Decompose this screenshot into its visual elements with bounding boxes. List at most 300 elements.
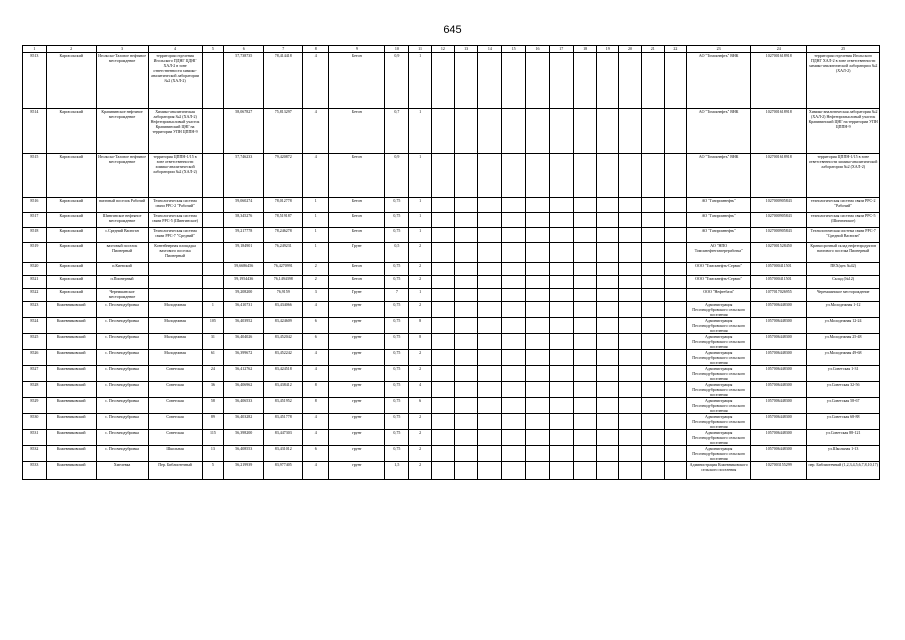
table-cell — [549, 263, 573, 276]
table-cell: 1 — [409, 154, 432, 198]
table-cell: 83,447303 — [264, 430, 303, 446]
table-cell: Бетон — [329, 276, 385, 289]
table-cell: Школьная — [148, 446, 202, 462]
column-header: 19 — [597, 46, 619, 53]
column-header: 12 — [431, 46, 454, 53]
table-cell — [641, 109, 664, 154]
table-cell — [478, 398, 502, 414]
table-cell: 0,9 — [385, 53, 409, 109]
table-cell — [641, 334, 664, 350]
table-cell: 8521 — [23, 276, 47, 289]
table-cell — [573, 263, 597, 276]
table-cell — [431, 243, 454, 263]
table-header — [23, 46, 880, 53]
table-cell — [148, 289, 202, 302]
table-cell: 4 — [303, 366, 329, 382]
table-cell — [641, 213, 664, 228]
table-cell — [641, 53, 664, 109]
table-cell — [526, 276, 550, 289]
table-cell — [641, 198, 664, 213]
table-cell — [478, 53, 502, 109]
table-cell: 76,1494398 — [264, 276, 303, 289]
table-row — [23, 334, 880, 350]
table-cell — [619, 366, 642, 382]
table-cell — [454, 350, 478, 366]
table-cell — [619, 198, 642, 213]
table-cell: ул.Советская 58-67 — [807, 398, 880, 414]
table-cell — [597, 414, 619, 430]
table-cell — [597, 446, 619, 462]
table-cell: 56,410731 — [224, 302, 264, 318]
table-cell: Администрация Песочнодубровского сельского поселения — [687, 302, 751, 318]
table-cell: Кожевниковский — [46, 382, 96, 398]
table-cell — [431, 302, 454, 318]
table-cell: 5 — [202, 462, 224, 480]
table-cell — [431, 198, 454, 213]
table-cell — [664, 302, 687, 318]
table-cell — [619, 414, 642, 430]
table-cell — [664, 430, 687, 446]
table-cell: 0,75 — [385, 228, 409, 243]
table-cell — [549, 302, 573, 318]
table-cell: 2 — [409, 462, 432, 480]
table-cell — [431, 213, 454, 228]
table-cell — [454, 53, 478, 109]
table-cell: 0,75 — [385, 334, 409, 350]
table-cell: с. Песочнодубровка — [96, 382, 148, 398]
table-cell — [664, 366, 687, 382]
table-cell: Советская — [148, 430, 202, 446]
table-cell: грунт — [329, 366, 385, 382]
table-cell: грунт — [329, 318, 385, 334]
table-cell — [641, 350, 664, 366]
table-cell: Бетон — [329, 109, 385, 154]
table-cell: 8531 — [23, 430, 47, 446]
table-cell — [641, 243, 664, 263]
table-cell: с. Песочнодубровка — [96, 446, 148, 462]
table-cell: ул.Молодежная 25-48 — [807, 334, 880, 350]
table-cell: Кожевниковский — [46, 302, 96, 318]
table-cell — [664, 446, 687, 462]
table-cell: 83,451778 — [264, 414, 303, 430]
table-cell: 8518 — [23, 228, 47, 243]
table-cell — [597, 53, 619, 109]
table-cell: 4 — [303, 109, 329, 154]
table-cell: Советская — [148, 382, 202, 398]
table-cell: 1027001528450 — [751, 243, 807, 263]
table-cell — [619, 289, 642, 302]
table-cell: Кожевниковский — [46, 318, 96, 334]
column-header: 4 — [148, 46, 202, 53]
table-cell: 76,9159 — [264, 289, 303, 302]
table-cell: Кожевниковский — [46, 430, 96, 446]
table-cell: 0,75 — [385, 213, 409, 228]
table-cell: 56,398200 — [224, 430, 264, 446]
table-cell — [549, 414, 573, 430]
table-cell: ул.Молодежная 49-68 — [807, 350, 880, 366]
table-cell — [431, 430, 454, 446]
table-cell: Каргасокский — [46, 243, 96, 263]
table-cell: ул.Молодежная 12-24 — [807, 318, 880, 334]
table-cell: 8520 — [23, 263, 47, 276]
table-cell — [454, 198, 478, 213]
table-cell: 56,219939 — [224, 462, 264, 480]
table-cell — [664, 289, 687, 302]
table-cell — [478, 318, 502, 334]
table-cell: 56,403952 — [224, 318, 264, 334]
table-cell: Кожевниковский — [46, 398, 96, 414]
table-cell: 1027000905843 — [751, 228, 807, 243]
table-cell — [597, 334, 619, 350]
table-cell: 83,434066 — [264, 302, 303, 318]
table-cell: 6 — [303, 334, 329, 350]
table-cell: п.Пионерный — [96, 276, 148, 289]
table-cell — [664, 350, 687, 366]
table-cell — [454, 276, 478, 289]
table-cell: грунт — [329, 302, 385, 318]
table-row — [23, 243, 880, 263]
table-cell — [597, 302, 619, 318]
table-body — [23, 53, 880, 480]
table-cell: 2 — [409, 414, 432, 430]
column-header: 22 — [664, 46, 687, 53]
table-cell: 8529 — [23, 398, 47, 414]
table-cell — [573, 276, 597, 289]
table-cell: грунт — [329, 350, 385, 366]
table-cell: Черемшанское месторождение — [807, 289, 880, 302]
column-header: 8 — [303, 46, 329, 53]
table-cell: 83,452242 — [264, 350, 303, 366]
table-cell — [431, 109, 454, 154]
table-cell — [573, 446, 597, 462]
column-header: 7 — [264, 46, 303, 53]
table-cell: 56,399672 — [224, 350, 264, 366]
table-cell: 78,012778 — [264, 198, 303, 213]
table-cell — [641, 263, 664, 276]
table-cell — [502, 263, 526, 276]
table-cell — [478, 462, 502, 480]
table-cell: 8523 — [23, 302, 47, 318]
table-cell — [526, 462, 550, 480]
table-cell — [619, 382, 642, 398]
table-cell: грунт — [329, 334, 385, 350]
table-cell — [526, 382, 550, 398]
table-cell — [573, 302, 597, 318]
table-cell — [549, 318, 573, 334]
table-cell — [526, 414, 550, 430]
table-cell: 8514 — [23, 109, 47, 154]
table-cell — [526, 263, 550, 276]
table-cell: 115 — [202, 430, 224, 446]
table-cell: 4 — [303, 414, 329, 430]
table-cell — [478, 334, 502, 350]
table-cell — [526, 154, 550, 198]
table-cell: с. Песочнодубровка — [96, 334, 148, 350]
table-cell: 8513 — [23, 53, 47, 109]
table-cell: ул.Школьная 1-13 — [807, 446, 880, 462]
table-cell — [526, 446, 550, 462]
table-cell — [502, 109, 526, 154]
table-cell: 58,345276 — [224, 213, 264, 228]
table-cell — [597, 228, 619, 243]
table-cell — [431, 414, 454, 430]
table-cell — [573, 198, 597, 213]
table-cell: 1027003155299 — [751, 462, 807, 480]
table-cell — [664, 276, 687, 289]
table-cell: 0,75 — [385, 430, 409, 446]
table-cell — [549, 53, 573, 109]
table-cell: 4 — [303, 350, 329, 366]
table-cell: 58,067827 — [224, 109, 264, 154]
table-cell: Химико-аналитическая лаборатория №2 (ХАЛ-2) Нефтепромысловый участок Крапивинский ЦНГ на территории УПН ЦППН-9 — [148, 109, 202, 154]
table-cell — [597, 430, 619, 446]
table-cell: Грунт — [329, 289, 385, 302]
table-cell: 0,75 — [385, 350, 409, 366]
table-cell: 75,813297 — [264, 109, 303, 154]
table-cell: 1077017026955 — [751, 289, 807, 302]
table-cell: 56,406962 — [224, 382, 264, 398]
table-cell: Каргасокский — [46, 109, 96, 154]
table-cell — [454, 228, 478, 243]
table-cell: с. Песочнодубровка — [96, 302, 148, 318]
table-cell — [526, 366, 550, 382]
table-cell: 1 — [409, 53, 432, 109]
column-header: 17 — [549, 46, 573, 53]
table-cell — [526, 243, 550, 263]
table-cell: Каргасокский — [46, 213, 96, 228]
table-cell — [431, 318, 454, 334]
table-cell — [431, 446, 454, 462]
table-cell: Администрация Песочнодубровского сельского поселения — [687, 318, 751, 334]
table-row — [23, 213, 880, 228]
table-cell: Администрация Песочнодубровского сельского поселения — [687, 446, 751, 462]
table-cell: Советская — [148, 398, 202, 414]
table-cell — [502, 350, 526, 366]
header-row — [23, 46, 880, 53]
table-cell — [641, 276, 664, 289]
table-cell — [573, 289, 597, 302]
table-cell: 83,431012 — [264, 446, 303, 462]
table-cell — [431, 462, 454, 480]
table-row — [23, 430, 880, 446]
table-row — [23, 198, 880, 213]
table-cell — [526, 289, 550, 302]
table-cell — [549, 430, 573, 446]
registry-table — [22, 45, 880, 480]
table-cell: 76,4270991 — [264, 263, 303, 276]
table-cell: с. Песочнодубровка — [96, 318, 148, 334]
table-cell — [478, 350, 502, 366]
table-cell: АО "Газпромнефть" — [687, 198, 751, 213]
table-cell: 0,75 — [385, 198, 409, 213]
table-cell: 56,406533 — [224, 398, 264, 414]
table-cell: 0,5 — [385, 243, 409, 263]
table-cell: 83,977405 — [264, 462, 303, 480]
table-cell — [454, 430, 478, 446]
table-cell: технологическая система связи РРС-5 (Шингинское) — [807, 213, 880, 228]
table-cell: Хмелевка — [96, 462, 148, 480]
table-cell — [202, 228, 224, 243]
table-cell — [478, 109, 502, 154]
table-cell: 6 — [303, 318, 329, 334]
column-header: 5 — [202, 46, 224, 53]
table-cell — [597, 276, 619, 289]
table-cell: Игольско-Таловое нефтяное месторождение — [96, 154, 148, 198]
table-cell — [431, 334, 454, 350]
table-cell: 1057006448300 — [751, 302, 807, 318]
table-cell: 83,451952 — [264, 398, 303, 414]
table-cell: Бетон — [329, 228, 385, 243]
table-cell — [641, 430, 664, 446]
table-cell: ул.Советская 68-88 — [807, 414, 880, 430]
table-cell — [454, 334, 478, 350]
table-cell — [641, 414, 664, 430]
table-cell: 78,246278 — [264, 228, 303, 243]
table-cell — [454, 263, 478, 276]
table-cell — [597, 289, 619, 302]
table-cell: 1 — [202, 302, 224, 318]
table-cell — [549, 334, 573, 350]
table-cell: Бетон — [329, 213, 385, 228]
table-cell — [597, 213, 619, 228]
table-cell: 1057006448300 — [751, 382, 807, 398]
table-cell — [664, 414, 687, 430]
table-cell: 83,452042 — [264, 334, 303, 350]
table-cell — [549, 154, 573, 198]
table-row — [23, 263, 880, 276]
table-cell — [431, 366, 454, 382]
table-row — [23, 366, 880, 382]
table-cell: АО "Газпромнефть" — [687, 213, 751, 228]
table-cell — [526, 228, 550, 243]
table-cell — [549, 198, 573, 213]
table-cell — [573, 154, 597, 198]
table-cell: 1 — [303, 243, 329, 263]
table-cell: с.Средний Васюган — [96, 228, 148, 243]
table-cell: Игольско-Таловое нефтяное месторождение — [96, 53, 148, 109]
table-cell — [664, 398, 687, 414]
table-row — [23, 350, 880, 366]
table-cell: с. Песочнодубровка — [96, 398, 148, 414]
table-cell — [619, 446, 642, 462]
table-cell: 0,75 — [385, 446, 409, 462]
table-cell: 58 — [202, 398, 224, 414]
table-cell: 1 — [303, 228, 329, 243]
table-cell — [454, 289, 478, 302]
table-cell: 0,75 — [385, 318, 409, 334]
table-cell — [454, 382, 478, 398]
table-row — [23, 228, 880, 243]
table-cell: 59,6686456 — [224, 263, 264, 276]
table-cell — [526, 430, 550, 446]
table-cell: 83,424518 — [264, 366, 303, 382]
table-cell — [431, 398, 454, 414]
table-cell: 59,184901 — [224, 243, 264, 263]
table-cell: Каргасокский — [46, 53, 96, 109]
table-row — [23, 276, 880, 289]
table-cell — [502, 366, 526, 382]
table-cell — [597, 263, 619, 276]
table-cell: 1027000905843 — [751, 198, 807, 213]
table-cell — [202, 243, 224, 263]
table-cell: Администрация Кожевниковского сельского поселения — [687, 462, 751, 480]
table-cell: грунт — [329, 462, 385, 480]
table-cell: Крапивинское нефтяное месторождение — [96, 109, 148, 154]
table-cell: Администрация Песочнодубровского сельского поселения — [687, 430, 751, 446]
table-cell: 1057000411501 — [751, 276, 807, 289]
table-cell — [619, 53, 642, 109]
table-cell — [502, 382, 526, 398]
table-cell — [619, 154, 642, 198]
table-cell — [502, 213, 526, 228]
table-row — [23, 289, 880, 302]
table-cell: 1027001618918 — [751, 109, 807, 154]
table-cell — [502, 154, 526, 198]
table-cell: 1057006448300 — [751, 366, 807, 382]
column-header: 1 — [23, 46, 47, 53]
table-cell: Молодежная — [148, 334, 202, 350]
table-row — [23, 382, 880, 398]
table-cell: 6 — [303, 446, 329, 462]
table-cell: Бетон — [329, 154, 385, 198]
table-cell: территория отделения Игольского ПДНГ ЦДНГ ХАЛ-2 в зоне ответственности химико-аналитической лаборатории №2 (ХАЛ-2) — [148, 53, 202, 109]
table-cell — [202, 213, 224, 228]
table-cell: Кожевниковский — [46, 366, 96, 382]
table-cell: 78,414418 — [264, 53, 303, 109]
table-cell — [641, 366, 664, 382]
table-cell: Администрация Песочнодубровского сельского поселения — [687, 382, 751, 398]
table-cell: Администрация Песочнодубровского сельского поселения — [687, 350, 751, 366]
table-cell: Администрация Песочнодубровского сельского поселения — [687, 398, 751, 414]
table-cell — [619, 398, 642, 414]
column-header: 18 — [573, 46, 597, 53]
table-cell — [431, 53, 454, 109]
table-cell: 4 — [409, 382, 432, 398]
table-cell — [526, 350, 550, 366]
table-cell: Бетон — [329, 198, 385, 213]
table-cell — [526, 318, 550, 334]
table-cell — [502, 276, 526, 289]
table-cell: 1,5 — [385, 462, 409, 480]
table-cell: 59,217778 — [224, 228, 264, 243]
table-cell: АО "Томскнефть" ВНК — [687, 109, 751, 154]
table-cell: 2 — [409, 366, 432, 382]
table-cell — [202, 53, 224, 109]
table-cell — [549, 213, 573, 228]
table-cell — [454, 243, 478, 263]
table-cell: ул.Советская 88-121 — [807, 430, 880, 446]
table-cell — [573, 414, 597, 430]
table-cell: 8 — [303, 398, 329, 414]
table-cell: 3 — [303, 289, 329, 302]
table-cell: 59,1954436 — [224, 276, 264, 289]
table-cell: 1027000905843 — [751, 213, 807, 228]
table-cell: Каргасокский — [46, 263, 96, 276]
table-cell: 0,75 — [385, 398, 409, 414]
column-header: 24 — [751, 46, 807, 53]
column-header: 6 — [224, 46, 264, 53]
table-cell: 2 — [303, 276, 329, 289]
table-cell — [597, 109, 619, 154]
table-cell: 8 — [409, 334, 432, 350]
table-cell — [454, 213, 478, 228]
column-header: 25 — [807, 46, 880, 53]
table-cell: с. Песочнодубровка — [96, 430, 148, 446]
table-cell: с. Песочнодубровка — [96, 366, 148, 382]
column-header: 14 — [478, 46, 502, 53]
table-cell: 56,412762 — [224, 366, 264, 382]
table-cell — [597, 154, 619, 198]
